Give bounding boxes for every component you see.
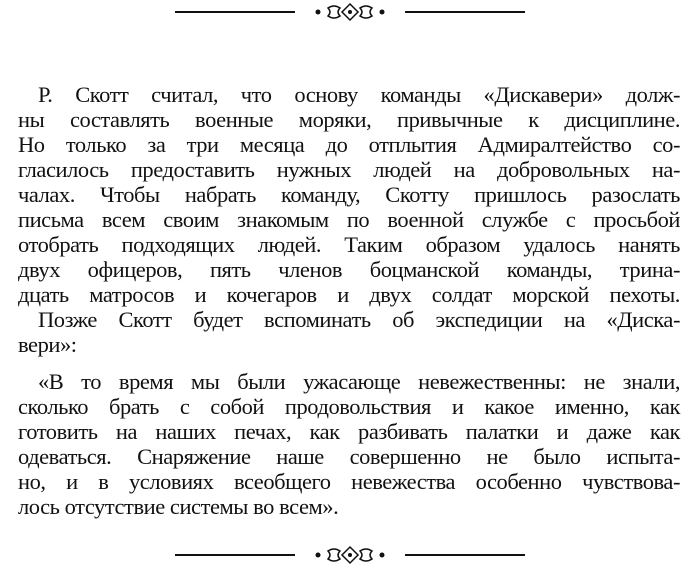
ornament-divider-top-icon — [170, 2, 530, 22]
text-line: отобрать подходящих людей. Таким образом удалось нанять — [18, 232, 680, 257]
text-line: Но только за три месяца до отплытия Адмиралтейство со- — [18, 132, 680, 157]
ornament-divider-bottom-icon — [170, 545, 530, 565]
text-line: готовить на наших печах, как разбивать палатки и даже как — [18, 419, 680, 444]
text-line: Р. Скотт считал, что основу команды «Дискавери» долж- — [38, 82, 680, 107]
text-line: лось отсутствие системы во всем». — [18, 494, 339, 519]
text-line: письма всем своим знакомым по военной службе с просьбой — [18, 207, 680, 232]
text-line: дцать матросов и кочегаров и двух солдат морской пехоты. — [18, 282, 680, 307]
text-line: сколько брать с собой продовольствия и какое именно, как — [18, 394, 680, 419]
text-line: одеваться. Снаряжение наше совершенно не было испыта- — [18, 444, 680, 469]
text-line: Позже Скотт будет вспоминать об экспедиции на «Диска- — [38, 307, 680, 332]
text-line: «В то время мы были ужасающе невежественны: не знали, — [38, 369, 680, 394]
text-line: ны составлять военные моряки, привычные к дисциплине. — [18, 107, 680, 132]
text-line: гласилось предоставить нужных людей на добровольных на- — [18, 157, 680, 182]
text-line: чалах. Чтобы набрать команду, Скотту пришлось разослать — [18, 182, 680, 207]
text-line: но, и в условиях всеобщего невежества особенно чувствова- — [18, 469, 680, 494]
text-line: вери»: — [18, 332, 77, 357]
text-line: двух офицеров, пять членов боцманской команды, трина- — [18, 257, 680, 282]
